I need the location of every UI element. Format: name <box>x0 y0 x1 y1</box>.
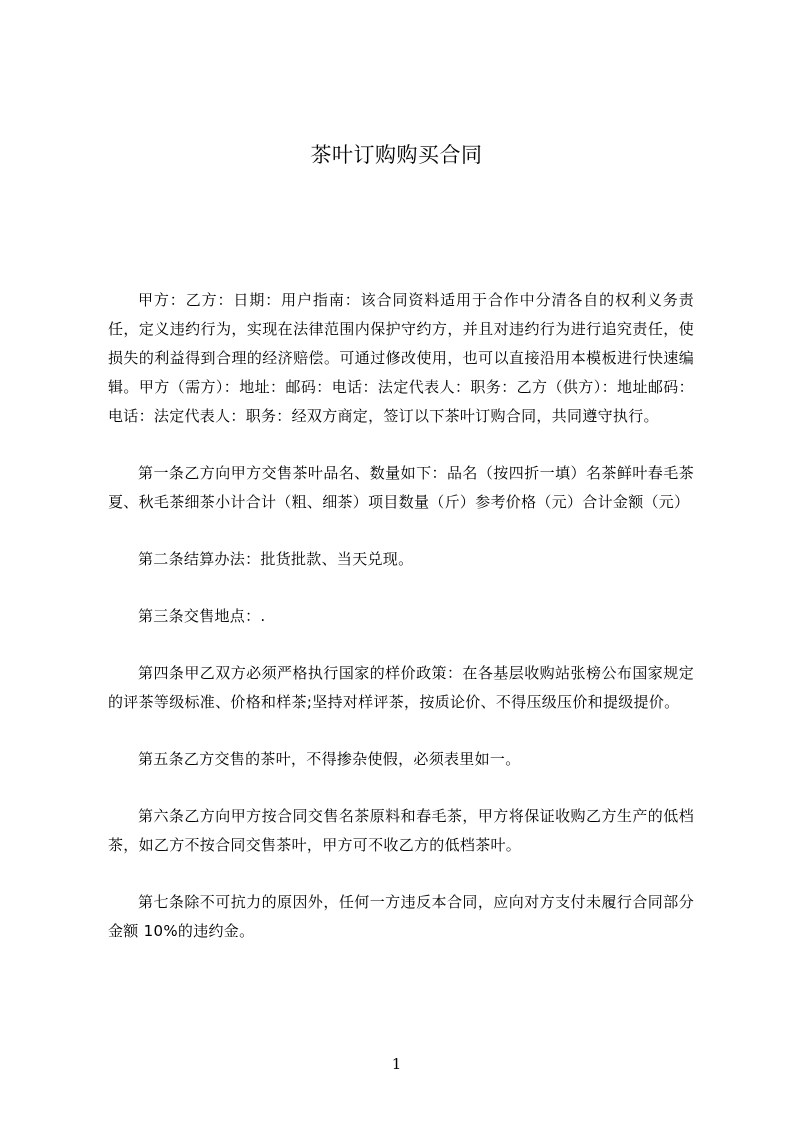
paragraph-article-7: 第七条除不可抗力的原因外，任何一方违反本合同，应向对方支付未履行合同部分金额 10%的违约金。 <box>108 893 694 940</box>
paragraph-preamble: 甲方：乙方：日期：用户指南：该合同资料适用于合作中分清各自的权利义务责任，定义违约行为，实现在法律范围内保护守约方，并且对违约行为进行追究责任，使损失的利益得到合理的经济赔偿。可通过修改使用，也可以直接沿用本模板进行快速编辑。甲方（需方）：地址：邮码：电话：法定代表人：职务：乙方（供方）：地址邮码：电话：法定代表人：职务：经双方商定，签订以下茶叶订购合同，共同遵守执行。 <box>108 291 694 425</box>
paragraph-article-2: 第二条结算办法：批货批款、当天兑现。 <box>138 550 414 568</box>
paragraph-article-1: 第一条乙方向甲方交售茶叶品名、数量如下：品名（按四折一填）名茶鲜叶春毛茶夏、秋毛茶细茶小计合计（粗、细茶）项目数量（斤）参考价格（元）合计金额（元） <box>108 464 694 511</box>
paragraph-article-6: 第六条乙方向甲方按合同交售名茶原料和春毛茶，甲方将保证收购乙方生产的低档茶，如乙方不按合同交售茶叶，甲方可不收乙方的低档茶叶。 <box>108 807 694 854</box>
paragraph-article-5: 第五条乙方交售的茶叶，不得掺杂使假，必须表里如一。 <box>138 750 521 768</box>
document-title: 茶叶订购购买合同 <box>310 143 483 167</box>
paragraph-article-4: 第四条甲乙双方必须严格执行国家的样价政策：在各基层收购站张榜公布国家规定的评茶等级标准、价格和样茶;坚持对样评茶，按质论价、不得压级压价和提级提价。 <box>108 664 694 711</box>
page-number: 1 <box>391 1055 402 1073</box>
paragraph-article-3: 第三条交售地点：. <box>138 607 266 625</box>
contract-body <box>108 286 694 946</box>
